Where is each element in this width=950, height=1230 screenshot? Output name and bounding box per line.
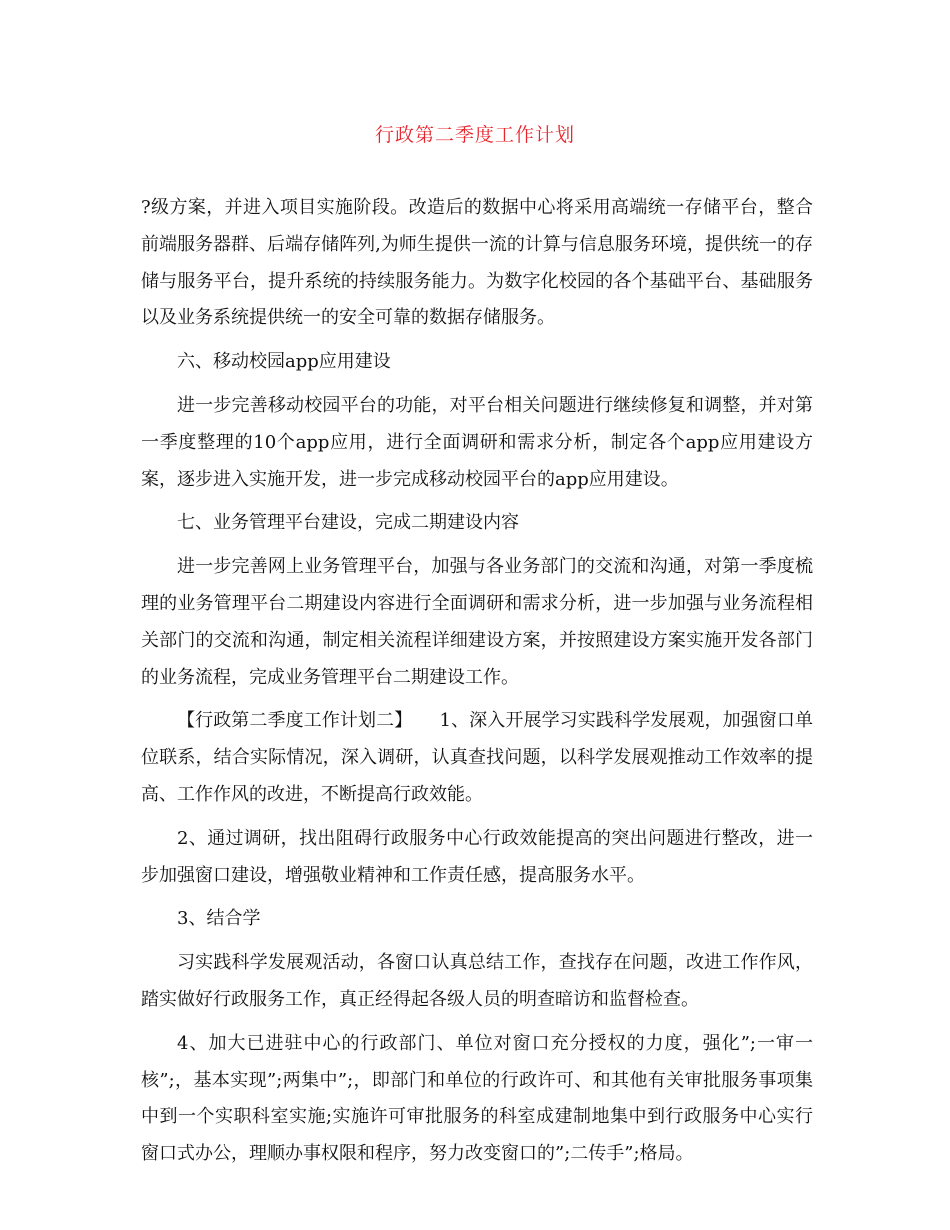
heading-business-platform: 七、业务管理平台建设，完成二期建设内容	[177, 512, 519, 534]
paragraph-business-platform: 进一步完善网上业务管理平台，加强与各业务部门的交流和沟通，对第一季度梳理的业务管理平台二期建设内容进行全面调研和需求分析，进一步加强与业务流程相关部门的交流和沟通，制定相关流程详细建设方案，并按照建设方案实施开发各部门的业务流程，完成业务管理平台二期建设工作。	[141, 556, 813, 688]
document-body	[141, 190, 813, 1180]
paragraph-plan-two-item-1: 【行政第二季度工作计划二】 1、深入开展学习实践科学发展观，加强窗口单位联系，结合实际情况，深入调研，认真查找问题，以科学发展观推动工作效率的提高、工作作风的改进，不断提高行政效能。	[141, 710, 813, 805]
paragraph-mobile-campus: 进一步完善移动校园平台的功能，对平台相关问题进行继续修复和调整，并对第一季度整理的10个app应用，进行全面调研和需求分析，制定各个app应用建设方案，逐步进入实施开发，进一步完成移动校园平台的app应用建设。	[141, 394, 813, 490]
document-title: 行政第二季度工作计划	[374, 124, 575, 146]
paragraph-item-2: 2、通过调研，找出阻碍行政服务中心行政效能提高的突出问题进行整改，进一步加强窗口建设，增强敬业精神和工作责任感，提高服务水平。	[141, 827, 813, 886]
paragraph-item-4: 4、加大已进驻中心的行政部门、单位对窗口充分授权的力度，强化”;一审一核”;，基本实现”;两集中”;，即部门和单位的行政许可、和其他有关审批服务事项集中到一个实职科室实施;实施许可审批服务的科室成建制地集中到行政服务中心实行窗口式办公，理顺办事权限和程序，努力改变窗口的”;二传手”;格局。	[141, 1032, 813, 1165]
paragraph-upgrade-plan: ?级方案，并进入项目实施阶段。改造后的数据中心将采用高端统一存储平台，整合前端服务器群、后端存储阵列,为师生提供一流的计算与信息服务环境，提供统一的存储与服务平台，提升系统的持续服务能力。为数字化校园的各个基础平台、基础服务以及业务系统提供统一的安全可靠的数据存储服务。	[141, 197, 813, 329]
heading-mobile-campus: 六、移动校园app应用建设	[177, 351, 391, 373]
paragraph-item-3-start: 3、结合学	[177, 908, 261, 930]
paragraph-item-3-continued: 习实践科学发展观活动，各窗口认真总结工作，查找存在问题，改进工作作风，踏实做好行政服务工作，真正经得起各级人员的明查暗访和监督检查。	[141, 952, 813, 1010]
